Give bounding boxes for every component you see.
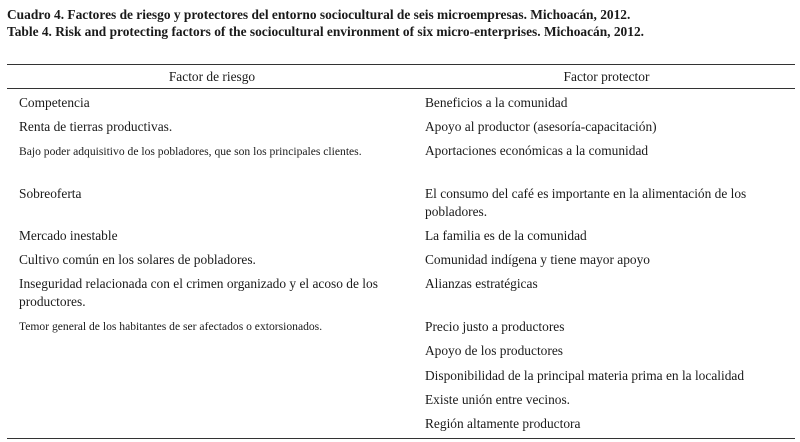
header-protective-factor: Factor protector [563,69,650,84]
protective-factor-item: Apoyo de los productores [425,343,563,358]
table-caption [7,6,797,40]
risk-factor-item: Temor general de los habitantes de ser afectados o extorsionados. [19,320,323,333]
table-top-rule [7,64,795,65]
risk-factor-item: Mercado inestable [19,228,118,243]
protective-factor-item: Comunidad indígena y tiene mayor apoyo [425,252,650,267]
risk-factor-item: Sobreoferta [19,186,82,201]
risk-factor-item: Competencia [19,95,90,110]
protective-factor-item: Disponibilidad de la principal materia prima en la localidad [425,368,745,383]
risk-factor-item: Bajo poder adquisitivo de los pobladores, que son los principales clientes. [19,145,362,158]
protective-factor-item: Alianzas estratégicas [425,276,538,291]
protective-factor-item: El consumo del café es importante en la alimentación de los pobladores. [425,186,747,219]
protective-factor-item: Apoyo al productor (asesoría-capacitación) [425,119,657,134]
protective-factor-item: Beneficios a la comunidad [425,95,568,110]
table-bottom-rule [7,438,795,439]
risk-factor-item: Inseguridad relacionada con el crimen organizado y el acoso de los productores. [19,276,378,309]
protective-factor-item: La familia es de la comunidad [425,228,587,243]
header-risk-factor: Factor de riesgo [168,69,256,84]
table-header-rule [7,88,795,89]
protective-factor-item: Precio justo a productores [425,319,565,334]
risk-factor-item: Renta de tierras productivas. [19,119,173,134]
protective-factor-item: Aportaciones económicas a la comunidad [425,143,649,158]
caption-english: Table 4. Risk and protecting factors of the sociocultural environment of six micro-enterprises. Michoacán, 2012. [7,24,644,39]
protective-factor-item: Región altamente productora [425,416,581,431]
protective-factor-item: Existe unión entre vecinos. [425,392,571,407]
risk-factor-item: Cultivo común en los solares de pobladores. [19,252,256,267]
caption-spanish: Cuadro 4. Factores de riesgo y protectores del entorno sociocultural de seis microempresas. Michoacán, 2012. [7,7,631,22]
